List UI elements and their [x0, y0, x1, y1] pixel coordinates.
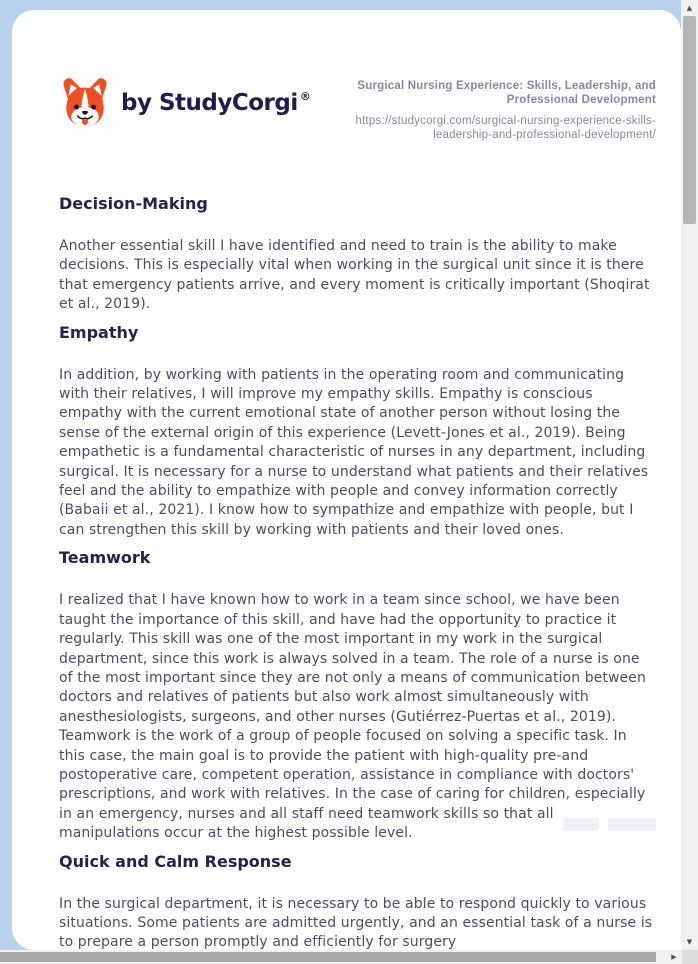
corgi-icon	[59, 77, 111, 129]
section-paragraph: In the surgical department, it is necessary to be able to respond quickly to various situations. Some patients are admitted urgently, and an essential task of a nurse is to prepare a person promptly and efficiently for surgery	[59, 895, 653, 950]
scrollbar-corner	[682, 950, 698, 964]
scroll-up-icon[interactable]: ▲	[686, 3, 693, 12]
document-page	[12, 10, 681, 950]
scroll-down-icon[interactable]: ▼	[686, 937, 693, 946]
scroll-right-icon[interactable]: ▶	[671, 952, 677, 961]
section-empathy	[59, 323, 656, 541]
section-paragraph: I realized that I have known how to work in a team since school, we have been taught the importance of this skill, and have had the opportunity to practice it regularly. This skill was one of the most important in my work in the surgical department, since this work is always solved in a team. The role of a nurse is one of the most important since they are not only a means of communication between doctors and relatives of patients but also work almost simultaneously with anesthesiologists, surgeons, and other nurses (Gutiérrez-Puertas et al., 2019). Teamwork is the work of a group of people focused on solving a specific task. In this case, the main goal is to provide the patient with high-quality pre-and postoperative care, competent operation, assistance in compliance with doctors' prescriptions, and work with relatives. In the case of caring for children, especially in an emergency, nurses and all staff need teamwork skills so that all manipulations occur at the highest possible level.	[59, 592, 646, 842]
section-quick-and-calm-response	[59, 852, 656, 950]
section-paragraph: In addition, by working with patients in the operating room and communicating with their relatives, I will improve my empathy skills. Empathy is conscious empathy with the current emotional state of another person without losing the sense of the external origin of this experience (Levett-Jones et al., 2019). Being empathetic is a fundamental characteristic of nurses in any department, including surgical. It is necessary for a nurse to understand what patients and their relatives feel and the ability to empathize with people and convey information correctly (Babaii et al., 2021). I know how to sympathize and empathize with people, but I can strengthen this skill by working with patients and their loved ones.	[59, 366, 649, 538]
studycorgi-logo	[59, 75, 310, 129]
section-paragraph: Another essential skill I have identified and need to train is the ability to make decisions. This is especially vital when working in the surgical unit since it is there that emergency patients arrive, and every moment is critically important (Shoqirat et al., 2019).	[59, 238, 650, 313]
section-heading: Quick and Calm Response	[59, 851, 292, 871]
section-teamwork	[59, 548, 656, 843]
logo-wordmark-text: by StudyCorgi	[121, 90, 298, 116]
horizontal-scrollbar[interactable]	[0, 950, 698, 964]
section-heading: Decision-Making	[59, 194, 208, 213]
article-body	[59, 194, 656, 950]
document-url: https://studycorgi.com/surgical-nursing-experience-skills-leadership-and-professional-development/	[355, 115, 656, 141]
highlight-artifact	[608, 818, 656, 831]
logo-wordmark	[121, 90, 310, 116]
section-decision-making	[59, 194, 656, 315]
document-meta	[326, 75, 656, 142]
section-heading: Empathy	[59, 322, 139, 342]
horizontal-scrollbar-thumb[interactable]	[0, 952, 656, 962]
vertical-scrollbar-thumb[interactable]	[683, 16, 696, 224]
section-heading: Teamwork	[59, 548, 151, 568]
registered-trademark-symbol: ®	[299, 90, 311, 103]
highlight-artifact	[563, 818, 599, 831]
document-header	[59, 75, 656, 142]
document-title: Surgical Nursing Experience: Skills, Leadership, and Professional Development	[357, 80, 656, 106]
vertical-scrollbar[interactable]	[681, 0, 698, 950]
